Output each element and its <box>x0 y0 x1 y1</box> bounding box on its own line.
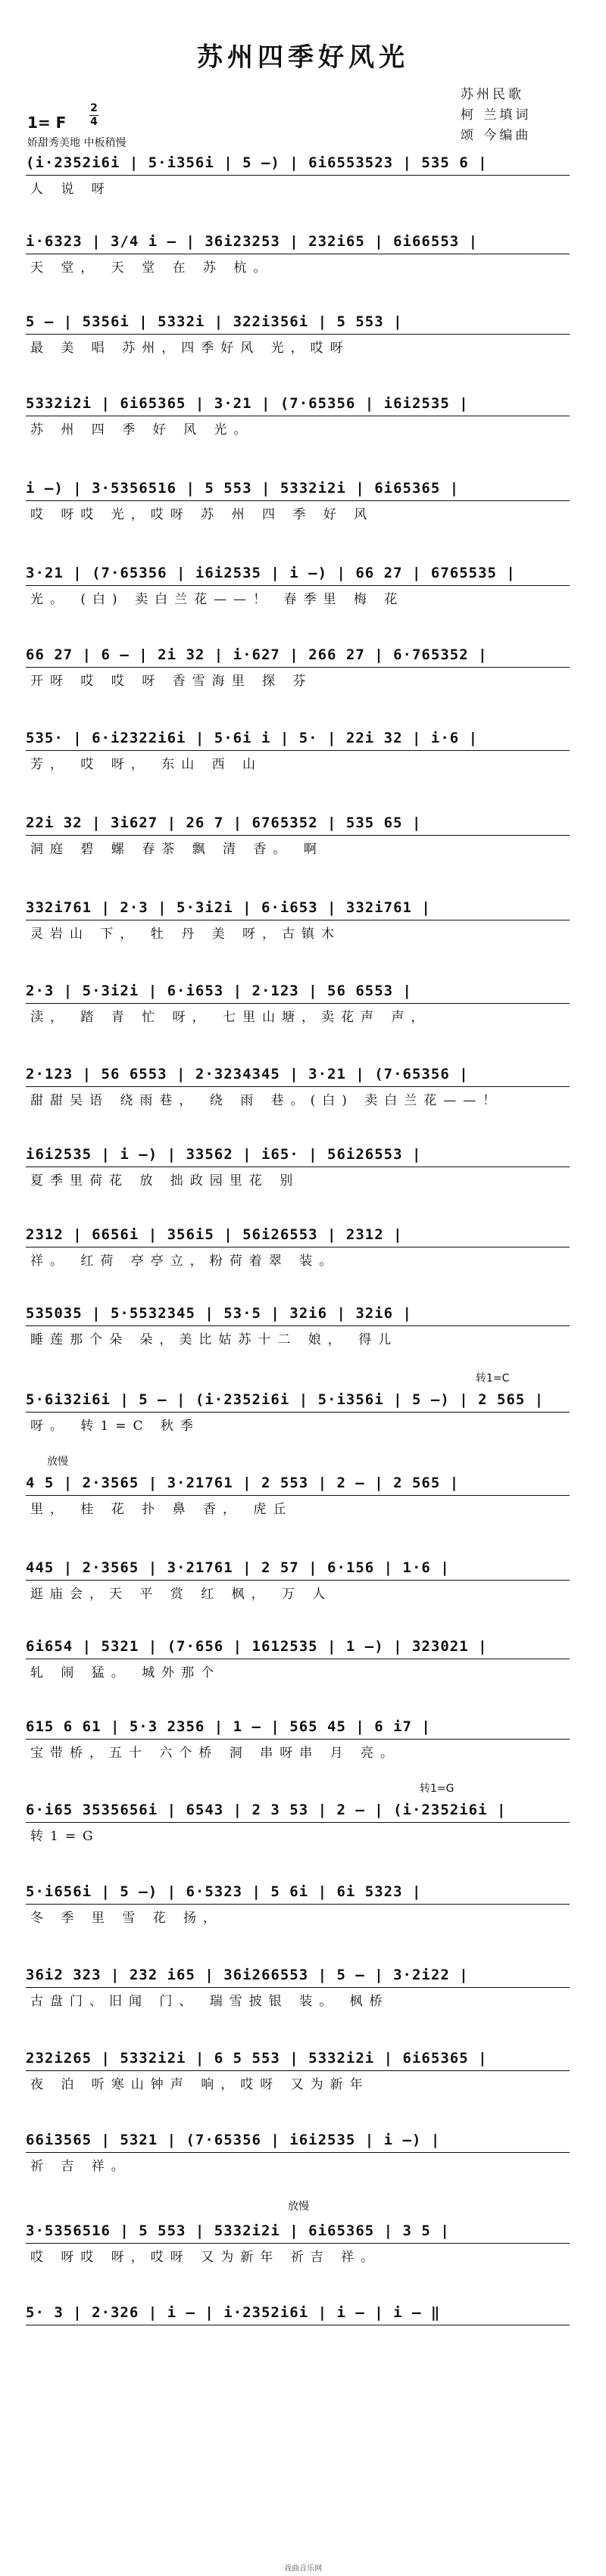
staff-system <box>26 808 570 861</box>
staff-system <box>26 1632 570 1685</box>
notes-line: 6i654 | 5321 | (7·656 | 1612535 | 1 —) | 323021 | <box>26 1632 570 1661</box>
lyrics-line: 祥。 红荷 亭亭立，粉荷着翠 装。 <box>30 1254 339 1269</box>
lyrics-line: 芳， 哎 呀， 东山 西 山 <box>30 757 263 772</box>
notes-line: 4 5 | 2·3565 | 3·21761 | 2 553 | 2 — | 2 565 | <box>26 1469 570 1497</box>
notes-line: 535· | 6·i2322i6i | 5·6i i | 5· | 22i 32 | i·6 | <box>26 724 570 752</box>
lyrics-line: 呀。 转1=C 秋季 <box>30 1419 200 1434</box>
lyrics-line: 轧 闹 猛。 城外那个 <box>30 1665 221 1680</box>
staff-system <box>26 2126 570 2179</box>
staff-system <box>26 307 570 360</box>
lyrics-line: 祈 吉 祥。 <box>30 2159 131 2174</box>
staff-system <box>26 1140 570 1193</box>
staff-system <box>26 474 570 527</box>
staff-system <box>26 640 570 693</box>
staff-system <box>26 893 570 946</box>
credit-lyricist: 柯 兰填词 <box>461 107 532 123</box>
lyrics-line: 夏季里荷花 放 拙政园里花 别 <box>30 1173 300 1188</box>
staff-system <box>26 2298 570 2351</box>
notes-line: i —) | 3·5356516 | 5 553 | 5332i2i | 6i65365 | <box>26 474 570 503</box>
lyrics-line: 洞庭 碧 螺 春茶 飘 清 香。 啊 <box>30 842 323 857</box>
notes-line: 66i3565 | 5321 | (7·65356 | i6i2535 | i —) | <box>26 2126 570 2154</box>
credit-arranger: 颂 今编曲 <box>461 128 532 143</box>
credit-origin: 苏州民歌 <box>461 87 524 102</box>
notes-line: 22i 32 | 3i627 | 26 7 | 6765352 | 535 65 | <box>26 808 570 837</box>
lyrics-line: 渎， 踏 青 忙 呀， 七里山塘，卖花声 声， <box>30 1010 431 1025</box>
notes-line: i·6323 | 3/4 i — | 36i23253 | 232i65 | 6i66553 | <box>26 227 570 256</box>
lyrics-line: 天 堂， 天 堂 在 苏 杭。 <box>30 260 273 276</box>
modulation-c-mark: 转1=C <box>476 1372 510 1385</box>
staff-system <box>26 1220 570 1273</box>
staff-system <box>26 1385 570 1438</box>
staff-system <box>26 148 570 201</box>
lyrics-line: 宝带桥，五十 六个桥 洞 串呀串 月 亮。 <box>30 1746 401 1761</box>
score-title: 苏州四季好风光 <box>197 42 409 73</box>
staff-system <box>26 227 570 280</box>
lyrics-line: 开呀 哎 哎 呀 香雪海里 探 芬 <box>30 674 313 689</box>
slow-down-mark: 放慢 <box>288 2201 309 2213</box>
notes-line: 3·21 | (7·65356 | i6i2535 | i —) | 66 27 | 6765535 | <box>26 559 570 587</box>
staff-system <box>26 2044 570 2097</box>
lyrics-line: 转1=G <box>30 1829 100 1844</box>
notes-line: 615 6 61 | 5·3 2356 | 1 — | 565 45 | 6 i7 | <box>26 1712 570 1741</box>
staff-system <box>26 1796 570 1849</box>
footer-watermark: 戏曲音乐网 <box>284 2565 322 2573</box>
tempo-marking: 娇甜秀美地 中板稍慢 <box>27 137 127 149</box>
key-signature: 1= F <box>27 114 67 132</box>
lyrics-line: 里， 桂 花 扑 鼻 香， 虎丘 <box>30 1502 293 1517</box>
notes-line: 332i761 | 2·3 | 5·3i2i | 6·i653 | 332i761 | <box>26 893 570 922</box>
staff-system <box>26 1060 570 1113</box>
lyrics-line: 光。 (白) 卖白兰花——！ 春季里 梅 花 <box>30 592 405 607</box>
notes-line: 5 — | 5356i | 5332i | 322i356i | 5 553 | <box>26 307 570 336</box>
notes-line: 445 | 2·3565 | 3·21761 | 2 57 | 6·156 | 1·6 | <box>26 1553 570 1582</box>
notes-line: 5·i656i | 5 —) | 6·5323 | 5 6i | 6i 5323 | <box>26 1877 570 1906</box>
notes-line: 36i2 323 | 232 i65 | 36i266553 | 5 — | 3·2i22 | <box>26 1961 570 1989</box>
notes-line: 5·6i32i6i | 5 — | (i·2352i6i | 5·i356i | 5 —) | 2 565 | <box>26 1385 570 1414</box>
modulation-g-mark: 转1=G <box>420 1783 454 1795</box>
lyrics-line: 哎 呀哎 光，哎呀 苏 州 四 季 好 风 <box>30 507 374 522</box>
notes-line: 5332i2i | 6i65365 | 3·21 | (7·65356 | i6i2535 | <box>26 389 570 418</box>
notes-line: i6i2535 | i —) | 33562 | i65· | 56i26553 | <box>26 1140 570 1169</box>
notes-line: 2312 | 6656i | 356i5 | 56i26553 | 2312 | <box>26 1220 570 1249</box>
credits <box>461 85 531 146</box>
lyrics-line: 冬 季 里 雪 花 扬， <box>30 1911 223 1926</box>
notes-line: 6·i65 3535656i | 6543 | 2 3 53 | 2 — | (i·2352i6i | <box>26 1796 570 1824</box>
staff-system <box>26 389 570 442</box>
staff-system <box>26 1961 570 2014</box>
lyrics-line: 苏 州 四 季 好 风 光。 <box>30 422 254 438</box>
notes-line: 535035 | 5·5532345 | 53·5 | 32i6 | 32i6 | <box>26 1299 570 1328</box>
lyrics-line: 逛庙会，天 平 赏 红 枫， 万 人 <box>30 1587 333 1602</box>
staff-system <box>26 1712 570 1765</box>
lyrics-line: 灵岩山 下， 牡 丹 美 呀，古镇木 <box>30 927 342 942</box>
lyrics-line <box>26 2327 570 2351</box>
slow-down-mark: 放慢 <box>47 1456 68 1468</box>
lyrics-line: 夜 泊 听寒山钟声 响，哎呀 又为新年 <box>30 2077 370 2092</box>
notes-line: 2·3 | 5·3i2i | 6·i653 | 2·123 | 56 6553 | <box>26 977 570 1005</box>
notes-line: 232i265 | 5332i2i | 6 5 553 | 5332i2i | 6i65365 | <box>26 2044 570 2073</box>
staff-system <box>26 1553 570 1606</box>
lyrics-line: 甜甜吴语 绕雨巷， 绕 雨 巷。(白) 卖白兰花——！ <box>30 1093 503 1108</box>
staff-system <box>26 724 570 777</box>
staff-system <box>26 1299 570 1352</box>
lyrics-line: 睡莲那个朵 朵，美比姑苏十二 娘， 得儿 <box>30 1332 398 1347</box>
lyrics-line: 人 说 呀 <box>30 182 111 197</box>
staff-system <box>26 977 570 1029</box>
lyrics-line: 哎 呀哎 呀，哎呀 又为新年 祈吉 祥。 <box>30 2250 381 2265</box>
notes-line: (i·2352i6i | 5·i356i | 5 —) | 6i6553523 | 535 6 | <box>26 148 570 177</box>
staff-system <box>26 2216 570 2269</box>
staff-system <box>26 559 570 612</box>
staff-system <box>26 1469 570 1522</box>
time-signature-bottom: 4 <box>90 116 98 128</box>
notes-line: 2·123 | 56 6553 | 2·3234345 | 3·21 | (7·65356 | <box>26 1060 570 1089</box>
time-signature-top: 2 <box>90 102 98 114</box>
lyrics-line: 古盘门、旧闻 门、 瑞雪披银 装。 枫桥 <box>30 1994 389 2009</box>
notes-line: 66 27 | 6 — | 2i 32 | i·627 | 266 27 | 6·765352 | <box>26 640 570 669</box>
time-signature <box>89 103 98 128</box>
notes-line: 5· 3 | 2·326 | i — | i·2352i6i | i — | i — ‖ <box>26 2298 570 2327</box>
notes-line: 3·5356516 | 5 553 | 5332i2i | 6i65365 | 3 5 | <box>26 2216 570 2245</box>
staff-system <box>26 1877 570 1930</box>
lyrics-line: 最 美 唱 苏州，四季好风 光，哎呀 <box>30 341 350 356</box>
